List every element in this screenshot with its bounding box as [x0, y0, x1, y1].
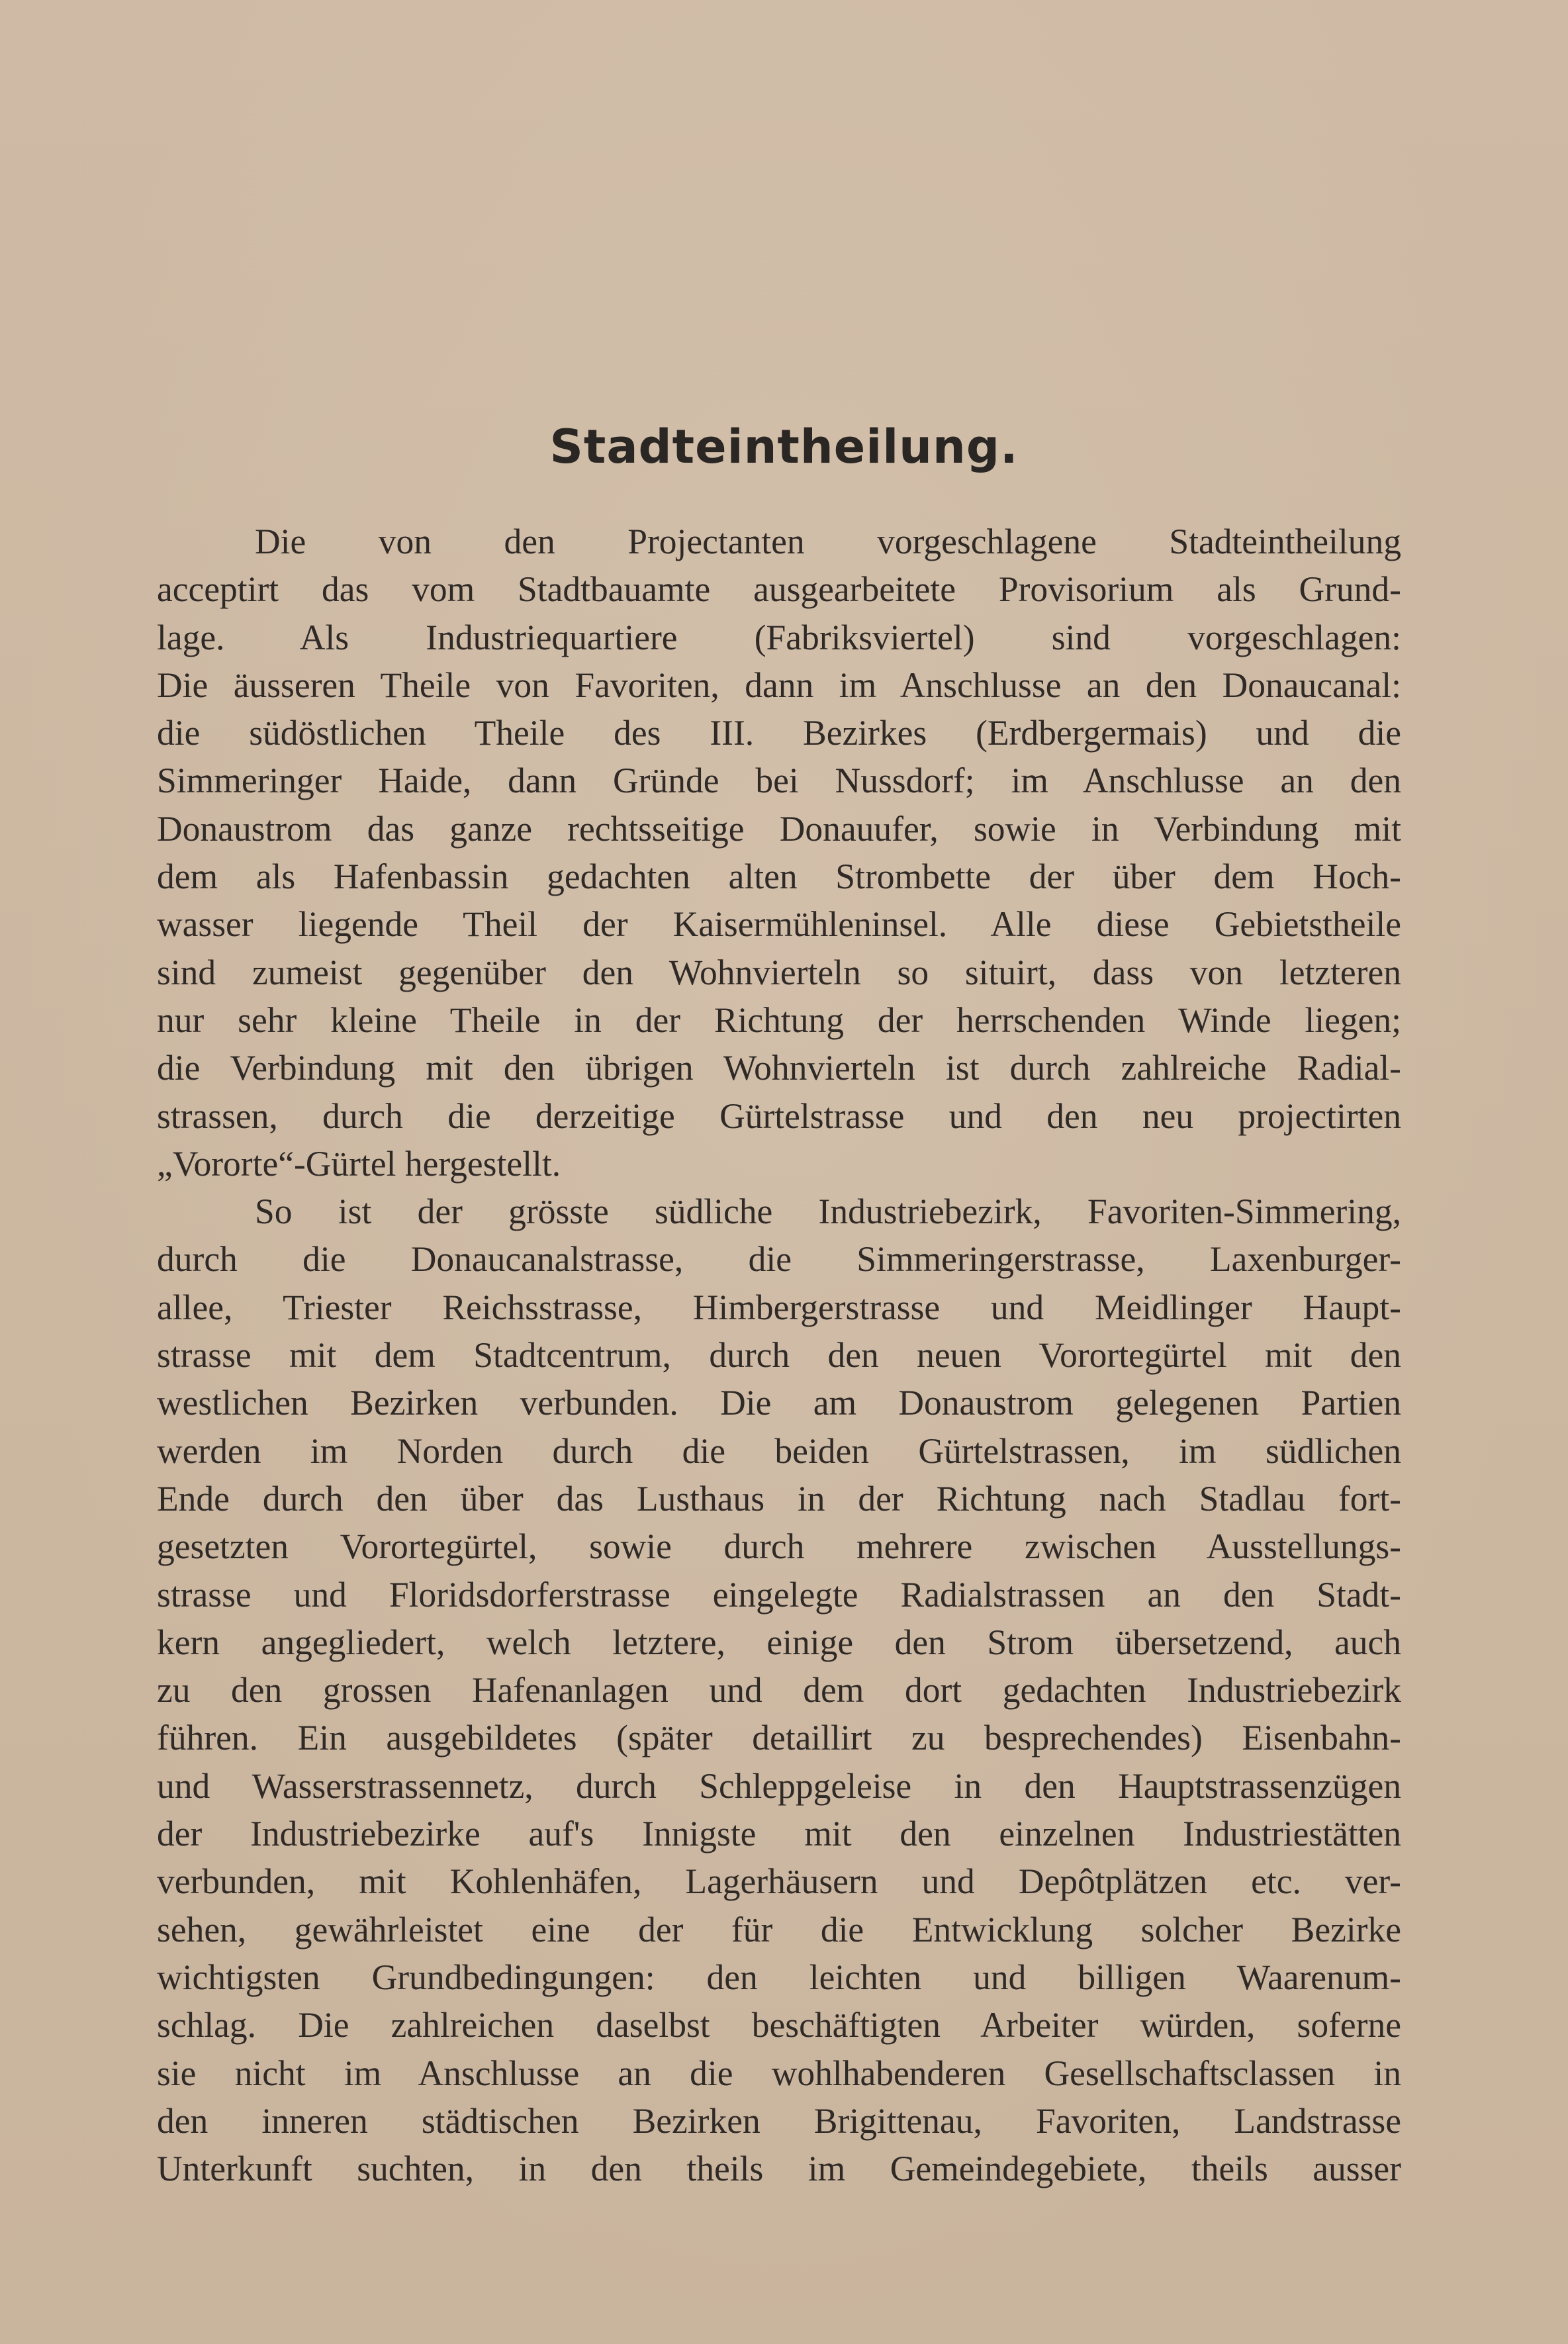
text-line: strassen, durch die derzeitige Gürtelstrasse und den neu projectirten [157, 1096, 1401, 1136]
text-line: zu den grossen Hafenanlagen und dem dort gedachten Industriebezirk [157, 1670, 1401, 1711]
body-text [157, 518, 1401, 2192]
text-line: Ende durch den über das Lusthaus in der Richtung nach Stadlau fort- [157, 1478, 1401, 1519]
text-line: gesetzten Vorortegürtel, sowie durch mehrere zwischen Ausstellungs- [157, 1526, 1401, 1567]
text-line: Unterkunft suchten, in den theils im Gemeindegebiete, theils ausser [157, 2149, 1401, 2189]
text-line: werden im Norden durch die beiden Gürtelstrassen, im südlichen [157, 1430, 1401, 1471]
text-line: und Wasserstrassennetz, durch Schleppgeleise in den Hauptstrassenzügen [157, 1765, 1401, 1806]
text-line: westlichen Bezirken verbunden. Die am Donaustrom gelegenen Partien [157, 1383, 1401, 1423]
text-line: wasser liegende Theil der Kaisermühleninsel. Alle diese Gebietstheile [157, 904, 1401, 945]
text-line: sehen, gewährleistet eine der für die Entwicklung solcher Bezirke [157, 1909, 1401, 1949]
text-line: So ist der grösste südliche Industriebezirk, Favoriten-Simmering, [255, 1192, 1401, 1232]
text-line: Die von den Projectanten vorgeschlagene Stadteintheilung [255, 522, 1401, 561]
text-line: die südöstlichen Theile des III. Bezirkes (Erdbergermais) und die [157, 713, 1401, 753]
text-line: führen. Ein ausgebildetes (später detaillirt zu besprechendes) Eisenbahn- [157, 1718, 1401, 1758]
text-line: verbunden, mit Kohlenhäfen, Lagerhäusern und Depôtplätzen etc. ver- [157, 1861, 1401, 1902]
text-line: kern angegliedert, welch letztere, einige den Strom übersetzend, auch [157, 1622, 1401, 1662]
text-line: schlag. Die zahlreichen daselbst beschäftigten Arbeiter würden, soferne [157, 2005, 1401, 2045]
page-title: Stadteintheilung. [549, 420, 1019, 474]
text-line: dem als Hafenbassin gedachten alten Strombette der über dem Hoch- [157, 857, 1401, 897]
text-line: wichtigsten Grundbedingungen: den leichten und billigen Waarenum- [157, 1957, 1401, 1997]
text-line: sie nicht im Anschlusse an die wohlhabenderen Gesellschaftsclassen in [157, 2053, 1401, 2093]
paragraph-2 [157, 1188, 1401, 2192]
text-line: acceptirt das vom Stadtbauamte ausgearbeitete Provisorium als Grund- [157, 569, 1401, 610]
text-line: nur sehr kleine Theile in der Richtung der herrschenden Winde liegen; [157, 1000, 1401, 1040]
text-line: Donaustrom das ganze rechtsseitige Donauufer, sowie in Verbindung mit [157, 808, 1401, 849]
text-line: sind zumeist gegenüber den Wohnvierteln so situirt, dass von letzteren [157, 952, 1401, 992]
text-line: allee, Triester Reichsstrasse, Himbergerstrasse und Meidlinger Haupt- [157, 1287, 1401, 1327]
text-line: lage. Als Industriequartiere (Fabriksviertel) sind vorgeschlagen: [157, 617, 1401, 657]
text-line: den inneren städtischen Bezirken Brigittenau, Favoriten, Landstrasse [157, 2100, 1401, 2141]
text-line: Simmeringer Haide, dann Gründe bei Nussdorf; im Anschlusse an den [157, 761, 1401, 801]
text-line: durch die Donaucanalstrasse, die Simmeringerstrasse, Laxenburger- [157, 1239, 1401, 1280]
text-line: „Vororte“-Gürtel hergestellt. [157, 1143, 561, 1184]
text-line: Die äusseren Theile von Favoriten, dann im Anschlusse an den Donaucanal: [157, 665, 1401, 705]
text-line: die Verbindung mit den übrigen Wohnvierteln ist durch zahlreiche Radial- [157, 1048, 1401, 1088]
text-line: strasse mit dem Stadtcentrum, durch den neuen Vorortegürtel mit den [157, 1335, 1401, 1376]
text-line: strasse und Floridsdorferstrasse eingelegte Radialstrassen an den Stadt- [157, 1574, 1401, 1615]
text-line: der Industriebezirke auf's Innigste mit den einzelnen Industriestätten [157, 1814, 1401, 1854]
paragraph-1 [157, 518, 1401, 1188]
